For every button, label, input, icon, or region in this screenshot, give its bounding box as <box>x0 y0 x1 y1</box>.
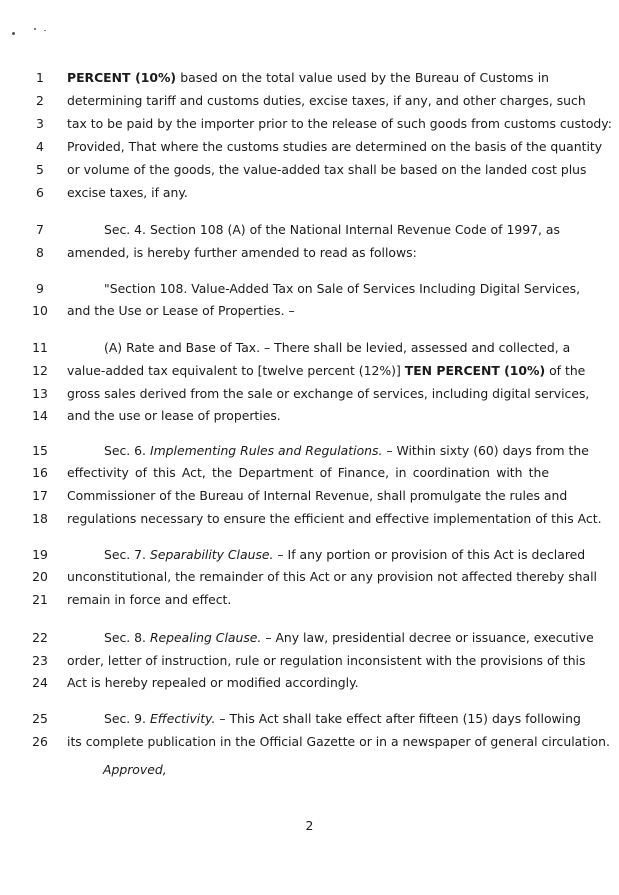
line-text <box>67 182 549 204</box>
line-text <box>67 440 589 462</box>
line-number: 11 <box>32 340 48 355</box>
text-run: unconstitutional, the remainder of this Act or any provision not affected thereby shall <box>67 569 597 584</box>
text-run: Act is hereby repealed or modified accordingly. <box>67 675 359 690</box>
document-line <box>0 566 619 588</box>
text-run: remain in force and effect. <box>67 592 232 607</box>
line-number: 8 <box>36 245 44 260</box>
text-run: of the <box>545 363 586 378</box>
document-line <box>0 650 619 672</box>
document-line <box>0 159 619 181</box>
line-number: 2 <box>36 93 44 108</box>
line-number: 1 <box>36 70 44 85</box>
document-line <box>0 67 619 89</box>
line-text <box>67 462 549 484</box>
line-text <box>67 159 587 181</box>
page-number: 2 <box>305 818 314 833</box>
line-text <box>67 405 549 427</box>
document-line <box>0 508 619 530</box>
document-line <box>0 113 619 135</box>
line-number: 12 <box>32 363 48 378</box>
text-run: gross sales derived from the sale or exchange of services, including digital services, <box>67 386 590 401</box>
line-number: 23 <box>32 653 48 668</box>
document-line <box>0 300 619 322</box>
line-text <box>67 278 581 300</box>
document-line <box>0 242 619 264</box>
text-run: or volume of the goods, the value-added tax shall be based on the landed cost plus <box>67 162 587 177</box>
line-number: 21 <box>32 592 48 607</box>
document-line <box>0 383 619 405</box>
text-run: Sec. 6. <box>104 443 150 458</box>
line-number: 7 <box>36 222 44 237</box>
text-run: – Within sixty (60) days from the <box>382 443 589 458</box>
text-run: and the use or lease of properties. <box>67 408 281 423</box>
line-text <box>67 90 586 112</box>
line-text <box>67 672 549 694</box>
document-line <box>0 278 619 300</box>
text-run: (A) Rate and Base of Tax. – There shall be levied, assessed and collected, a <box>104 340 571 355</box>
document-line <box>0 672 619 694</box>
text-run-italic: Repealing Clause. <box>149 630 262 645</box>
document-line <box>0 708 619 730</box>
text-run: amended, is hereby further amended to read as follows: <box>67 245 417 260</box>
document-line <box>0 731 619 753</box>
line-text <box>67 383 590 405</box>
text-run: and the Use or Lease of Properties. – <box>67 303 295 318</box>
line-text <box>67 566 597 588</box>
line-text <box>67 650 586 672</box>
text-run: "Section 108. Value-Added Tax on Sale of Services Including Digital Services, <box>104 281 581 296</box>
line-number: 9 <box>36 281 44 296</box>
document-line <box>0 485 619 507</box>
text-run: Sec. 8. <box>104 630 150 645</box>
line-number: 15 <box>32 443 48 458</box>
line-number: 20 <box>32 569 48 584</box>
document-line <box>0 219 619 241</box>
document-line <box>0 589 619 611</box>
line-number: 3 <box>36 116 44 131</box>
line-number: 17 <box>32 488 48 503</box>
text-run: order, letter of instruction, rule or regulation inconsistent with the provisions of this <box>67 653 586 668</box>
text-run: tax to be paid by the importer prior to the release of such goods from customs custody: <box>67 116 612 131</box>
document-line <box>0 182 619 204</box>
document-line <box>0 627 619 649</box>
text-run-italic: Implementing Rules and Regulations. <box>149 443 383 458</box>
text-run: Sec. 9. <box>104 711 150 726</box>
line-number: 18 <box>32 511 48 526</box>
document-line <box>0 440 619 462</box>
text-run: – If any portion or provision of this Act is declared <box>273 547 586 562</box>
line-number: 22 <box>32 630 48 645</box>
text-run: Sec. 4. Section 108 (A) of the National Internal Revenue Code of 1997, as <box>104 222 560 237</box>
text-run: Commissioner of the Bureau of Internal Revenue, shall promulgate the rules and <box>67 488 568 503</box>
document-line <box>0 360 619 382</box>
line-number: 6 <box>36 185 44 200</box>
text-run: excise taxes, if any. <box>67 185 188 200</box>
line-text <box>67 508 602 530</box>
approved-label: Approved, <box>103 762 167 777</box>
line-text <box>67 544 586 566</box>
line-number: 19 <box>32 547 48 562</box>
line-text <box>67 300 549 322</box>
text-run: value-added tax equivalent to [twelve percent (12%)] <box>67 363 405 378</box>
text-run-italic: Separability Clause. <box>149 547 274 562</box>
line-text <box>67 708 581 730</box>
document-line <box>0 90 619 112</box>
scan-speck <box>44 30 46 31</box>
line-number: 10 <box>32 303 48 318</box>
line-text <box>67 589 549 611</box>
line-number: 25 <box>32 711 48 726</box>
line-number: 16 <box>32 465 48 480</box>
line-text <box>67 113 612 135</box>
text-run: Provided, That where the customs studies are determined on the basis of the quantity <box>67 139 603 154</box>
line-number: 13 <box>32 386 48 401</box>
text-run: its complete publication in the Official Gazette or in a newspaper of general circulation. <box>67 734 610 749</box>
line-text <box>67 627 594 649</box>
line-text <box>67 219 560 241</box>
scan-speck <box>34 28 36 30</box>
line-number: 5 <box>36 162 44 177</box>
text-run: – This Act shall take effect after fifteen (15) days following <box>215 711 581 726</box>
line-text <box>67 67 549 89</box>
document-line <box>0 544 619 566</box>
line-number: 14 <box>32 408 48 423</box>
line-text <box>67 337 571 359</box>
text-run: determining tariff and customs duties, excise taxes, if any, and other charges, such <box>67 93 586 108</box>
document-line <box>0 136 619 158</box>
line-number: 26 <box>32 734 48 749</box>
line-text <box>67 360 586 382</box>
text-run: Sec. 7. <box>104 547 150 562</box>
text-run: based on the total value used by the Bureau of Customs in <box>176 70 549 85</box>
text-run: effectivity of this Act, the Department of Finance, in coordination with the <box>67 465 549 480</box>
text-run-italic: Effectivity. <box>149 711 216 726</box>
document-line <box>0 405 619 427</box>
line-text <box>67 136 603 158</box>
scan-speck <box>12 32 15 35</box>
line-text <box>67 731 610 753</box>
text-run-bold: TEN PERCENT (10%) <box>404 363 546 378</box>
line-text <box>67 485 568 507</box>
text-run: – Any law, presidential decree or issuance, executive <box>261 630 594 645</box>
document-line <box>0 462 619 484</box>
line-text <box>67 242 549 264</box>
line-number: 24 <box>32 675 48 690</box>
text-run: regulations necessary to ensure the efficient and effective implementation of this Act. <box>67 511 602 526</box>
text-run-bold: PERCENT (10%) <box>67 70 177 85</box>
line-number: 4 <box>36 139 44 154</box>
document-line <box>0 337 619 359</box>
